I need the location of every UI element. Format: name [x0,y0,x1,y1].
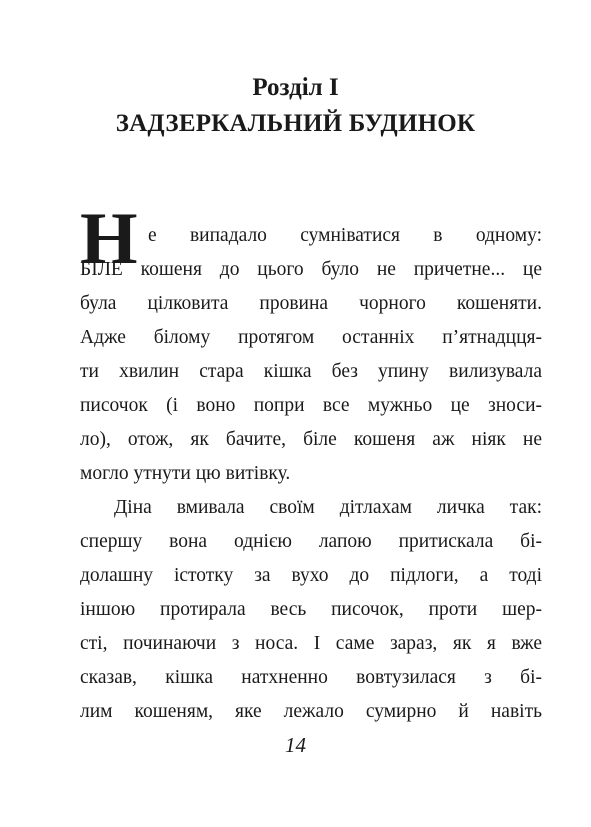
text-line: Адже білому протягом останніх п’ятнадцця- [80,327,542,348]
text-line: сті, починаючи з носа. І саме зараз, як я вже [80,633,542,654]
text-line: писочок (і воно попри все мужньо це зноси- [80,395,542,416]
text-line: спершу вона однією лапою притискала бі- [80,531,542,552]
text-line: ло), отож, як бачите, біле кошеня аж ніяк не [80,429,542,450]
text-line: іншою протирала весь писочок, проти шер- [80,599,542,620]
chapter-title: ЗАДЗЕРКАЛЬНИЙ БУДИНОК [115,110,476,137]
text-line: Діна вмивала своїм дітлахам личка так: [114,497,542,518]
chapter-number: Розділ I [252,74,339,101]
text-line: лим кошеням, яке лежало сумирно й навіть [80,701,542,722]
text-line: е випадало сумніватися в одному: [148,225,542,246]
page-number: 14 [285,733,306,757]
text-line: долашну істотку за вухо до підлоги, а тоді [80,565,542,586]
text-line: могло утнути цю витівку. [80,463,291,484]
text-line: сказав, кішка натхненно вовтузилася з бі- [80,667,542,688]
text-line: була цілковита провина чорного кошеняти. [80,293,542,314]
drop-cap: Н [80,198,138,280]
text-line: БІЛЕ кошеня до цього було не причетне... це [80,259,542,280]
text-line: ти хвилин стара кішка без упину вилизувала [80,361,542,382]
